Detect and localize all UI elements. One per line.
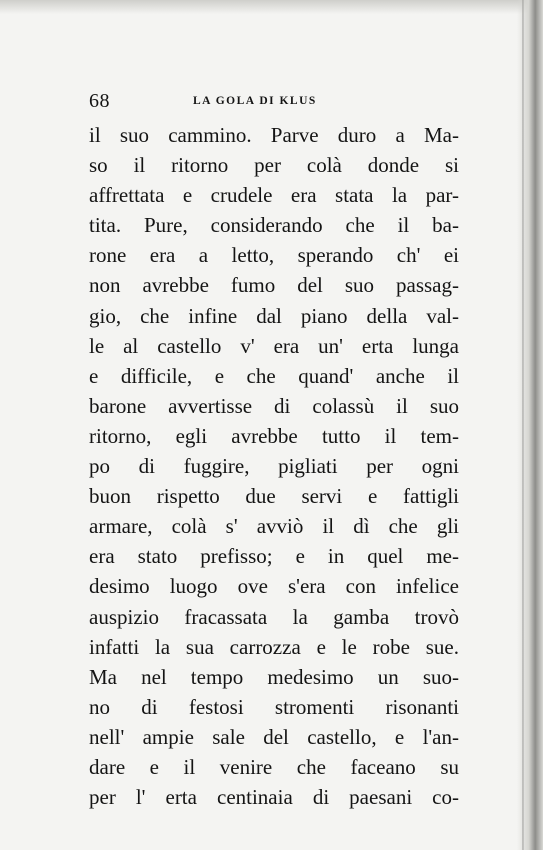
text-line: per l' erta centinaia di paesani co- xyxy=(89,785,459,810)
page-number: 68 xyxy=(89,90,110,112)
text-line: barone avvertisse di colassù il suo xyxy=(89,393,459,418)
text-line: armare, colà s' avviò il dì che gli xyxy=(89,514,459,539)
text-line: era stato prefisso; e in quel me- xyxy=(89,544,459,569)
running-title: LA GOLA DI KLUS xyxy=(193,95,317,107)
scan-top-shadow xyxy=(0,0,543,14)
text-line: le al castello v' era un' erta lunga xyxy=(89,333,459,358)
text-line: il suo cammino. Parve duro a Ma- xyxy=(89,123,459,147)
text-line: so il ritorno per colà donde si xyxy=(89,153,459,178)
text-line: e difficile, e che quand' anche il xyxy=(89,363,459,388)
text-line: buon rispetto due servi e fattigli xyxy=(89,484,459,509)
text-line: tita. Pure, considerando che il ba- xyxy=(89,213,459,238)
book-page xyxy=(89,90,459,812)
text-line: affrettata e crudele era stata la par- xyxy=(89,183,459,208)
text-line: infatti la sua carrozza e le robe sue. xyxy=(89,634,459,659)
text-line: gio, che infine dal piano della val- xyxy=(89,303,459,328)
body-text xyxy=(89,120,459,812)
text-line: auspizio fracassata la gamba trovò xyxy=(89,604,459,629)
text-line: non avrebbe fumo del suo passag- xyxy=(89,273,459,298)
text-line: no di festosi stromenti risonanti xyxy=(89,694,459,719)
text-line: Ma nel tempo medesimo un suo- xyxy=(89,664,459,689)
page-header xyxy=(89,90,459,120)
text-line: po di fuggire, pigliati per ogni xyxy=(89,454,459,479)
text-line: nell' ampie sale del castello, e l'an- xyxy=(89,724,459,749)
text-line: rone era a letto, sperando ch' ei xyxy=(89,243,459,268)
text-line: desimo luogo ove s'era con infelice xyxy=(89,574,459,599)
text-line: dare e il venire che faceano su xyxy=(89,754,459,779)
text-line: ritorno, egli avrebbe tutto il tem- xyxy=(89,423,459,448)
scan-right-edge xyxy=(517,0,543,850)
